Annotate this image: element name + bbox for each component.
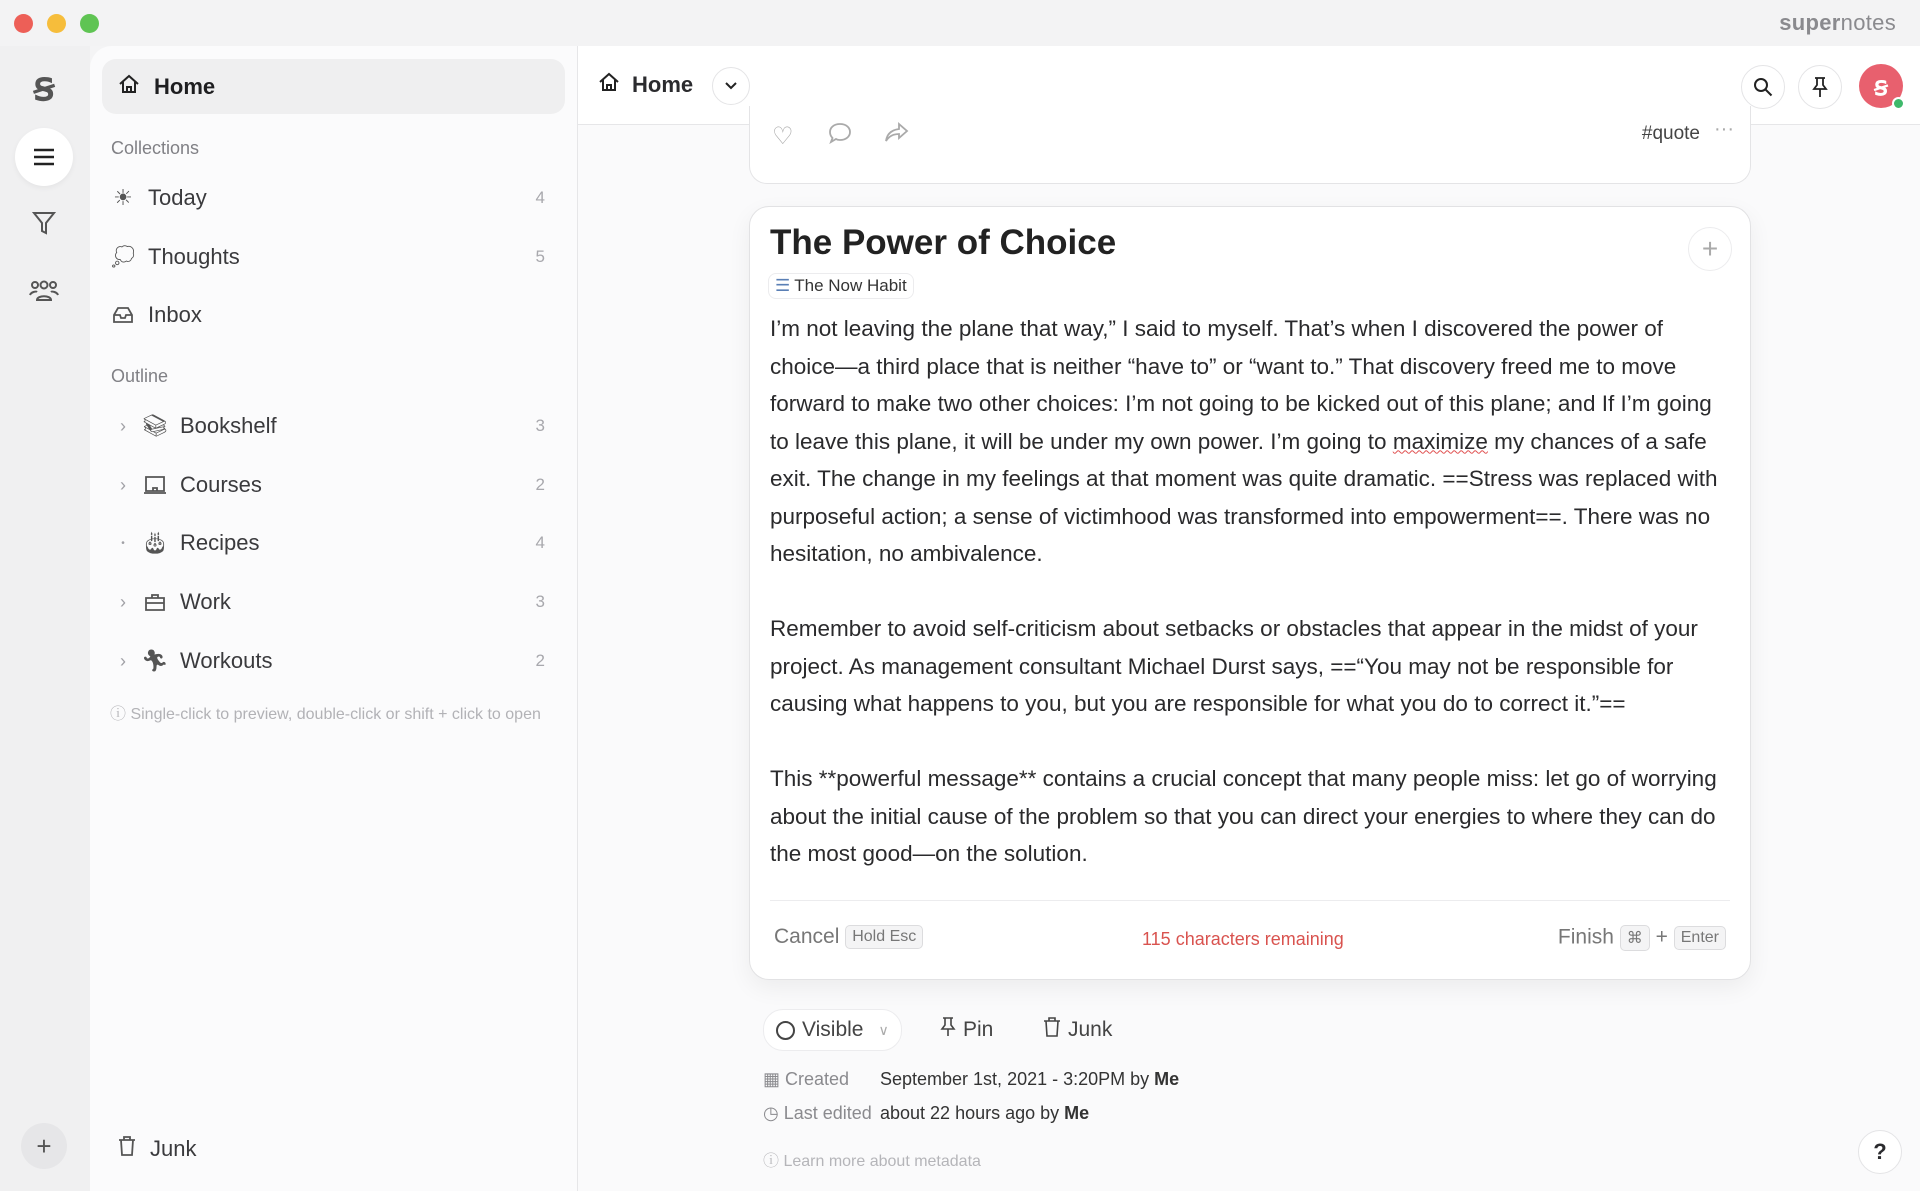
collection-tag-label: The Now Habit [794,276,907,295]
add-tag-button[interactable]: + [1688,227,1732,271]
item-count: 4 [535,533,545,552]
cake-icon: 🎂︎ [141,530,169,555]
paragraph-text: I’m not leaving the plane that way,” I said to myself. That’s when I discovered the power of choice—a third place that is neither “have to” or “want to.” That discovery freed me to move forward to make two other choices: I’m not going to be kicked out of this plane; and If I’m going to leave this plane, it will be under my own power. I’m going to [770,316,1719,454]
sidebar-item-bookshelf[interactable] [102,401,565,451]
paragraph-text: This **powerful message** contains a crucial concept that many people miss: let go of worrying about the initial cause of the problem so that you can direct your energies to where they can do the most good—on the solution. [770,766,1723,866]
heart-icon[interactable]: ♡ [772,123,794,150]
tag-quote[interactable]: #quote [1641,123,1700,144]
sidebar-item-label: Home [154,73,216,99]
keyboard-shortcut: ⌘ [1620,925,1650,951]
sidebar-item-thoughts[interactable] [102,232,565,282]
misspelled-word: maximize [1392,428,1488,454]
sidebar-item-label: Inbox [148,302,202,327]
pin-label: Pin [963,1018,994,1041]
people-icon[interactable] [15,262,73,320]
menu-icon[interactable] [15,128,73,186]
home-icon [598,72,620,98]
sidebar-item-label: Recipes [180,530,260,555]
meta-value: September 1st, 2021 - 3:20PM by [880,1069,1155,1089]
chevron-right-icon[interactable]: › [120,650,126,671]
logo-icon: ꞩ [33,65,55,109]
chevron-right-icon[interactable]: › [120,415,126,436]
finish-label: Finish [1557,925,1614,949]
cancel-button[interactable] [774,925,923,949]
keyboard-shortcut: Enter [1674,926,1726,950]
more-icon[interactable]: ··· [1714,118,1734,140]
sidebar-item-label: Courses [180,472,262,497]
pin-button[interactable] [1798,65,1842,109]
sidebar-item-label: Junk [150,1136,197,1161]
calendar-icon: ▦ [763,1069,786,1089]
sidebar-item-label: Bookshelf [180,413,277,438]
note-editor-card [749,206,1751,980]
item-count: 2 [535,475,545,494]
collection-tag[interactable] [768,273,914,299]
sidebar-item-courses[interactable] [102,460,565,510]
item-count: 5 [535,247,545,266]
sidebar-item-recipes[interactable] [102,518,565,568]
learn-more-label: Learn more about metadata [783,1153,981,1170]
maximize-window-button[interactable] [80,14,99,33]
pin-note-button[interactable] [940,1009,993,1051]
sidebar-item-label: Thoughts [148,244,240,269]
running-icon: 🏃︎ [141,648,169,673]
item-count: 4 [535,188,545,207]
sun-icon: ☀ [113,185,133,210]
trash-icon [1043,1017,1061,1043]
trash-icon [118,1136,136,1162]
note-title[interactable]: The Power of Choice [770,223,1117,262]
meta-author: Me [1154,1069,1180,1089]
tag-label: quote [1652,123,1700,144]
item-count: 3 [535,592,545,611]
sidebar-hint [110,701,541,724]
sidebar-item-workouts[interactable] [102,636,565,686]
add-button[interactable]: + [21,1123,67,1169]
sidebar-item-label: Work [180,589,231,614]
meta-label: Last edited [783,1103,872,1123]
laptop-icon [138,475,172,495]
circle-icon [776,1021,795,1040]
minimize-window-button[interactable] [47,14,66,33]
icon-rail [0,46,90,1191]
avatar[interactable]: ꞩ [1859,64,1903,108]
thought-bubble-icon: 💭︎ [109,244,137,269]
app-brand: supernotes [1779,10,1896,35]
collections-heading: Collections [111,138,200,158]
sidebar-item-label: Today [148,185,207,210]
page-title-text: Home [632,72,694,97]
help-circle-icon: ⓘ [110,706,131,723]
keyboard-shortcut: Hold Esc [845,925,923,949]
sidebar-item-inbox[interactable] [102,290,565,340]
paragraph-text: Remember to avoid self-criticism about setbacks or obstacles that appear in the midst of your project. As management consultant Michael Durst says, ==“You may not be responsible for causing what happens to you, but you are responsible for what you do to correct it.”== [770,616,1705,716]
visibility-label: Visible [802,1018,864,1041]
help-button[interactable]: ? [1858,1130,1902,1174]
inbox-icon [106,306,140,324]
page-title [598,72,693,98]
briefcase-icon [138,592,172,612]
characters-remaining: 115 characters remaining [1142,929,1344,949]
comment-icon[interactable] [828,122,852,149]
share-icon[interactable] [883,122,909,149]
sidebar [90,46,578,1191]
previous-card [749,106,1751,184]
close-window-button[interactable] [14,14,33,33]
cancel-label: Cancel [774,925,840,948]
list-icon: ☰ [775,276,791,295]
books-icon: 📚︎ [141,413,169,438]
help-circle-icon: ⓘ [763,1153,784,1170]
finish-button[interactable] [1558,925,1726,951]
chevron-right-icon[interactable]: › [120,591,126,612]
visibility-dropdown[interactable] [763,1009,902,1051]
pin-icon [940,1017,956,1043]
item-count: 3 [535,416,545,435]
chevron-right-icon[interactable]: › [120,474,126,495]
filter-icon[interactable] [15,194,73,252]
last-edited-metadata [763,1103,1089,1124]
search-button[interactable] [1741,65,1785,109]
bullet-icon: • [121,537,125,549]
note-body-editor[interactable] [770,310,1730,910]
title-bar [0,0,1920,46]
online-status-badge [1892,97,1905,110]
sidebar-item-junk[interactable] [118,1136,196,1162]
sidebar-item-work[interactable] [102,577,565,627]
hint-text: Single-click to preview, double-click or shift + click to open [130,706,541,723]
meta-label: Created [785,1069,850,1089]
title-dropdown-button[interactable] [712,67,750,105]
clock-icon: ◷ [763,1103,784,1123]
meta-author: Me [1064,1103,1090,1123]
created-metadata [763,1069,1179,1090]
junk-note-button[interactable] [1043,1009,1112,1051]
plus-sign: + [1655,925,1668,949]
outline-heading: Outline [111,366,169,386]
chevron-down-icon: ∨ [878,1021,889,1038]
main-area [578,46,1920,1191]
learn-more-link[interactable] [763,1148,981,1171]
sidebar-item-label: Workouts [180,648,273,673]
sidebar-item-home[interactable] [102,59,565,114]
home-icon [118,74,140,100]
junk-label: Junk [1068,1018,1113,1041]
sidebar-item-today[interactable] [102,173,565,223]
meta-value: about 22 hours ago by [880,1103,1065,1123]
editor-footer [770,900,1730,980]
item-count: 2 [535,651,545,670]
paragraph-text: my chances of a safe exit. The change in my feelings at that moment was quite dramatic. ==Stress was replaced with purposeful action; a sense of victimhood was transformed into empowerment==. There was no hesitation, no ambivalence. [770,428,1724,566]
